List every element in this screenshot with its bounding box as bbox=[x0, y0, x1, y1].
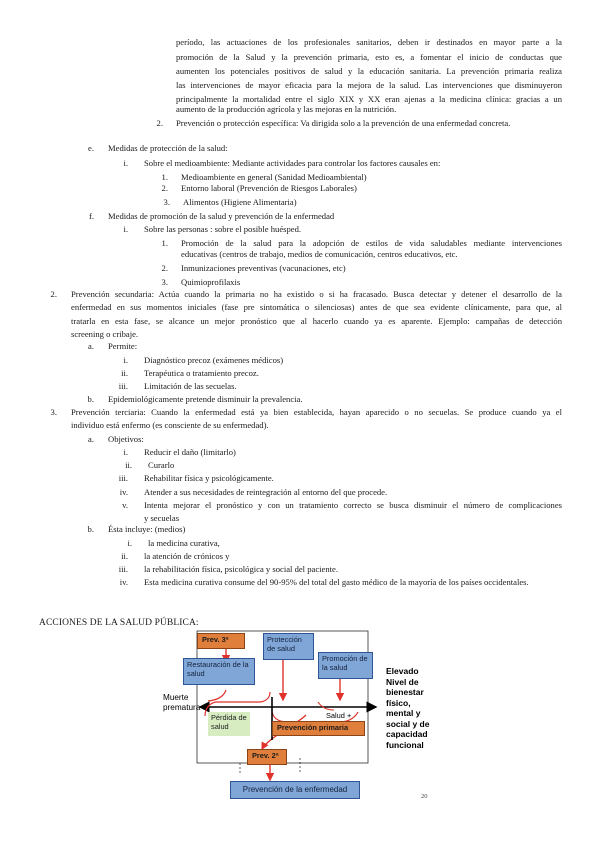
text-line: período, las actuaciones de los profesionales sanitarios, deben ir destinados en mayor parte a la bbox=[176, 37, 562, 47]
text-line: Inmunizaciones preventivas (vacunaciones, etc) bbox=[181, 263, 346, 273]
list-marker: b. bbox=[87, 394, 94, 404]
text-line: las intervenciones de mayor eficacia para la mejora de la salud. Las intervenciones que disminuyeron bbox=[176, 80, 562, 90]
page-number: 20 bbox=[421, 793, 428, 800]
prev2-box: Prev. 2ª bbox=[247, 749, 287, 765]
list-marker: e. bbox=[88, 143, 94, 153]
list-marker: 1. bbox=[161, 238, 168, 248]
text-line: Intenta mejorar el pronóstico y con un tratamiento correcto se busca disminuir el número de complicaciones bbox=[144, 500, 562, 510]
list-marker: b. bbox=[87, 524, 94, 534]
list-marker: i. bbox=[127, 538, 132, 548]
text-line: la medicina curativa, bbox=[148, 538, 220, 548]
text-line: screening o cribaje. bbox=[71, 329, 139, 339]
list-marker: 2. bbox=[50, 289, 57, 299]
perdida-box: Pérdida de salud bbox=[208, 712, 250, 736]
text-line: la atención de crónicos y bbox=[144, 551, 230, 561]
list-marker: iv. bbox=[119, 487, 128, 497]
text-line: Prevención terciaria: Cuando la enfermedad está ya bien establecida, hayan aparecido o no secuelas. Se produce cuando ya el bbox=[71, 407, 562, 417]
text-line: Prevención o protección específica: Va dirigida solo a la prevención de una enfermedad concreta. bbox=[176, 118, 511, 128]
text-line: Curarlo bbox=[148, 460, 175, 470]
list-marker: iii. bbox=[118, 381, 128, 391]
list-marker: ii. bbox=[125, 460, 132, 470]
promocion-box: Promoción de la salud bbox=[318, 652, 373, 679]
list-marker: i. bbox=[123, 355, 128, 365]
salud-plus-label: Salud + bbox=[326, 711, 352, 720]
list-marker: a. bbox=[88, 341, 94, 351]
text-line: Medioambiente en general (Sanidad Medioambiental) bbox=[181, 172, 367, 182]
list-marker: f. bbox=[88, 211, 94, 221]
muerte-label: Muerte prematura bbox=[163, 693, 201, 712]
list-marker: 3. bbox=[161, 277, 168, 287]
proteccion-box: Protección de salud bbox=[263, 633, 314, 660]
text-line: Medidas de promoción de la salud y prevención de la enfermedad bbox=[108, 211, 335, 221]
list-marker: ii. bbox=[121, 368, 128, 378]
list-marker: ii. bbox=[121, 551, 128, 561]
list-marker: i. bbox=[123, 447, 128, 457]
list-marker: a. bbox=[88, 434, 94, 444]
text-line: principalmente la mortalidad entre el siglo XIX y XX eran ajenas a la medicina clínica: gracias a un bbox=[176, 94, 562, 104]
text-line: Esta medicina curativa consume del 90-95% del total del gasto médico de la mayoría de los países occidentales. bbox=[144, 577, 529, 587]
text-line: Terapéutica o tratamiento precoz. bbox=[144, 368, 259, 378]
list-marker: iv. bbox=[119, 577, 128, 587]
text-line: Entorno laboral (Prevención de Riesgos Laborales) bbox=[181, 183, 357, 193]
text-line: y secuelas bbox=[144, 513, 180, 523]
list-marker: iii. bbox=[118, 564, 128, 574]
list-marker: 3. bbox=[163, 197, 170, 207]
section-heading: ACCIONES DE LA SALUD PÚBLICA: bbox=[39, 618, 199, 628]
text-line: Objetivos: bbox=[108, 434, 144, 444]
text-line: la rehabilitación física, psicológica y social del paciente. bbox=[144, 564, 338, 574]
text-line: individuo está enfermo (es consciente de su enfermedad). bbox=[71, 420, 269, 430]
text-line: Prevención secundaria: Actúa cuando la primaria no ha existido o si ha fracasado. Busca detectar y detener el desarrollo de la bbox=[71, 289, 562, 299]
list-marker: iii. bbox=[118, 473, 128, 483]
list-marker: v. bbox=[122, 500, 128, 510]
text-line: Reducir el daño (limitarlo) bbox=[144, 447, 236, 457]
list-marker: i. bbox=[123, 158, 128, 168]
restauracion-box: Restauración de la salud bbox=[183, 658, 255, 685]
text-line: Diagnóstico precoz (exámenes médicos) bbox=[144, 355, 284, 365]
text-line: enfermedad en sus momentos iniciales (fase pre sintomática o silenciosas) antes de que sea evidente clínicamente, para que, al bbox=[71, 302, 562, 312]
list-marker: i. bbox=[123, 224, 128, 234]
text-line: Medidas de protección de la salud: bbox=[108, 143, 228, 153]
text-line: Sobre el medioambiente: Mediante actividades para controlar los factores causales en: bbox=[144, 158, 441, 168]
prev-primaria-box: Prevención primaria bbox=[272, 721, 365, 736]
text-line: educativas (centros de trabajo, medios de comunicación, centros educativos, etc. bbox=[181, 249, 458, 259]
text-line: Rehabilitar física y psicológicamente. bbox=[144, 473, 274, 483]
text-line: Alimentos (Higiene Alimentaria) bbox=[183, 197, 297, 207]
text-line: aumenten los potenciales positivos de salud y la educación sanitaria. La prevención primaria realiza bbox=[176, 66, 562, 76]
text-line: Quimioprofilaxis bbox=[181, 277, 241, 287]
text-line: tratarla en esta fase, se alcance un mejor pronóstico que al hacerlo cuando ya es aparente. Ejemplo: campañas de detección bbox=[71, 316, 562, 326]
text-line: promoción de la Salud y la prevención primaria, esto es, a fomentar el inicio de conductas que bbox=[176, 52, 562, 62]
prev3-box: Prev. 3ª bbox=[197, 633, 245, 649]
list-marker: 2. bbox=[161, 263, 168, 273]
text-line: Permite: bbox=[108, 341, 138, 351]
list-marker: 2. bbox=[156, 118, 163, 128]
text-line: Limitación de las secuelas. bbox=[144, 381, 237, 391]
list-marker: 3. bbox=[50, 407, 57, 417]
text-line: Promoción de la salud para la adopción de estilos de vida saludables mediante intervenciones bbox=[181, 238, 562, 248]
list-marker: 2. bbox=[161, 183, 168, 193]
text-line: Atender a sus necesidades de reintegración al entorno del que procede. bbox=[144, 487, 388, 497]
text-line: Sobre las personas : sobre el posible huésped. bbox=[144, 224, 302, 234]
prev-enfermedad-box: Prevención de la enfermedad bbox=[230, 781, 360, 799]
text-line: aumento de la producción agrícola y las mejoras en la nutrición. bbox=[176, 104, 397, 114]
elevado-label: Elevado Nivel de bienestar físico, mental y social y de capacidad funcional bbox=[386, 666, 430, 750]
list-marker: 1. bbox=[161, 172, 168, 182]
text-line: Ésta incluye: (medios) bbox=[108, 524, 186, 534]
text-line: Epidemiológicamente pretende disminuir la prevalencia. bbox=[108, 394, 303, 404]
